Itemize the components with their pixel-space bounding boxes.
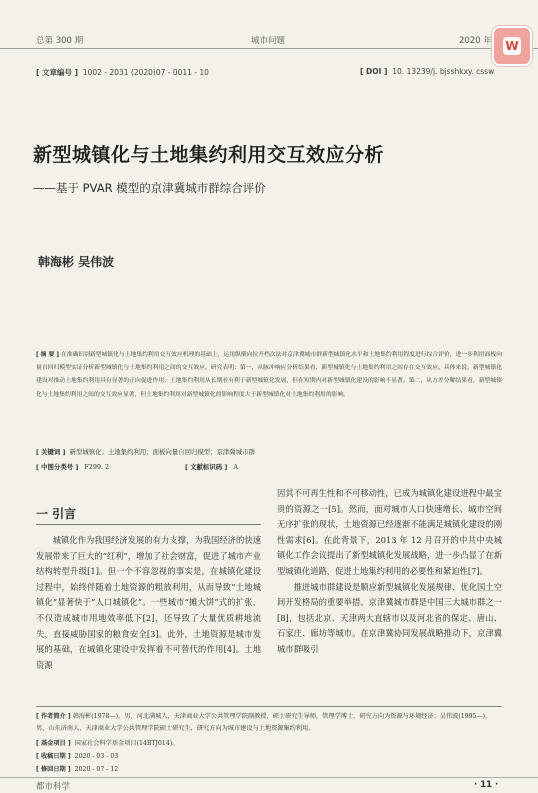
header-divider [0, 48, 538, 49]
keywords-label: [ 关键词 ] [36, 448, 66, 456]
author-note-label: [ 作者简介 ] [36, 713, 71, 720]
clc-label: [ 中图分类号 ] [36, 463, 79, 471]
body-paragraph: 推进城市群建设是顺应新型城镇化发展规律、优化国土空间开发格局的重要举措。京津冀城市群是中国三大城市群之一[8]，包括北京、天津两大直辖市以及河北省的保定、唐山、石家庄、廊坊等城市。在京津冀协同发展战略推动下，京津冀城市群吸引 [277, 581, 502, 654]
section-heading: 一 引言 [36, 507, 77, 521]
doi-label: [ DOI ] [360, 67, 388, 76]
page-number: · 11 · [474, 780, 499, 790]
clc-value: F299. 2 [84, 463, 110, 471]
body-paragraph: 城镇化作为我国经济发展的有力支撑，为我国经济的快速发展带来了巨大的“红利”，增加了社会财富，促进了城市产业结构转型升级[1]。但一个不容忽视的事实是，在城镇化建设过程中，始终伴随着土地资源的粗放利用，从而导致“土地城镇化”显著快于“人口城镇化”。一些城市“摊大饼”式的扩张，不仅造成城市用地效率低下[2]，还导致了大量优质耕地流失，直接威胁国家的粮食安全[3]。此外，土地资源是城市发展的基础，在城镇化建设中发挥着不可替代的作用[4]。土地资源 [36, 535, 261, 670]
author-note [36, 711, 502, 735]
doi-value: 10. 13239/j. bjsshkxy. cssw [392, 67, 495, 76]
article-subtitle: ——基于 PVAR 模型的京津冀城市群综合评价 [33, 181, 266, 195]
abstract-label: [ 摘 要 ] [36, 352, 59, 358]
journal-name: 城市问题 [251, 36, 286, 46]
footer-journal: 都市科学 [36, 782, 71, 792]
received-row [36, 751, 118, 763]
revised-label: [ 修回日期 ] [36, 766, 71, 773]
keywords: 新型城镇化；土地集约利用；面板向量自回归模型；京津冀城市群 [69, 448, 255, 456]
article-title: 新型城镇化与土地集约利用交互效应分析 [33, 144, 385, 166]
revised-date: 2020 - 07 - 12 [74, 766, 119, 773]
doi-row [360, 67, 494, 76]
received-label: [ 收稿日期 ] [36, 753, 71, 760]
issue-number: 总第 300 期 [36, 36, 84, 46]
article-number-row [36, 67, 209, 78]
fund-label: [ 基金项目 ] [36, 740, 71, 747]
article-number: 1002 - 2031 (2020)07 - 0011 - 10 [82, 68, 209, 77]
app-badge-icon[interactable] [492, 26, 532, 66]
clc-row [36, 462, 109, 471]
abstract [36, 349, 502, 402]
received-date: 2020 - 03 - 03 [74, 753, 119, 760]
fund-text: 国家社会科学基金项目(14BTJ014)。 [74, 740, 179, 747]
article-authors: 韩海彬 吴伟波 [38, 255, 115, 269]
body-left-column [36, 533, 261, 673]
article-number-label: [ 文章编号 ] [36, 68, 79, 77]
abstract-text: 在准确识别新型城镇化与土地集约利用交互效应机理的基础上，运用纵横向拉开档次法对京津冀城市群新型城镇化水平和土地集约利用程度进行综合评价，进一步利用面板向量自回归模型实证分析新型城镇化与土地集约利用之间的交互效应。研究表明：第一，从脉冲响应分析结果看，新型城镇化与土地集约利用之间存在交互效应。具体来说，新型城镇化建设对推动土地集约利用具有显著的正向促进作用；土地集约利用从长期看有利于新型城镇化发展，但在短期内对新型城镇化建设的影响不显著。第二，从方差分解结果看，新型城镇化与土地集约利用之间的交互效应显著，但土地集约利用对新型城镇化的影响程度大于新型城镇化对土地集约利用的影响。 [36, 352, 503, 398]
doc-code-row [185, 462, 238, 471]
footer-divider [0, 777, 538, 778]
body-paragraph: 因其不可再生性和不可移动性，已成为城镇化建设进程中最宝贵的资源之一[5]。然而，面对城市人口快速增长、城市空间无序扩张的现状，土地资源已经逐渐不能满足城镇化建设的刚性需求[6]。在此背景下，2013 年 12 月召开的中共中央城镇化工作会议提出了新型城镇化发展战略，进一步凸显了在新型城镇化道路，促进土地集约利用的必要性和紧迫性[7]。 [277, 488, 502, 576]
fund-row [36, 738, 178, 750]
author-note-text: 韩海彬(1978—)，男，河北满城人，天津商业大学公共管理学院副教授，硕士研究生导师，管理学博士，研究方向为资源与环境经济；吴伟波(1995—)，男，山东济南人，天津商业大学公共管理学院硕士研究生，研究方向为城市建设与土地资源集约利用。 [36, 713, 492, 732]
keywords-row [36, 447, 255, 456]
doc-code-label: [ 文献标识码 ] [185, 463, 228, 471]
body-right-column [277, 486, 502, 658]
section-divider [36, 524, 261, 525]
app-badge-letter: W [503, 37, 521, 55]
doc-code-value: A [233, 463, 238, 471]
issue-year: 2020 年 [459, 36, 492, 46]
footnote-divider [36, 706, 502, 707]
revised-row [36, 764, 118, 776]
